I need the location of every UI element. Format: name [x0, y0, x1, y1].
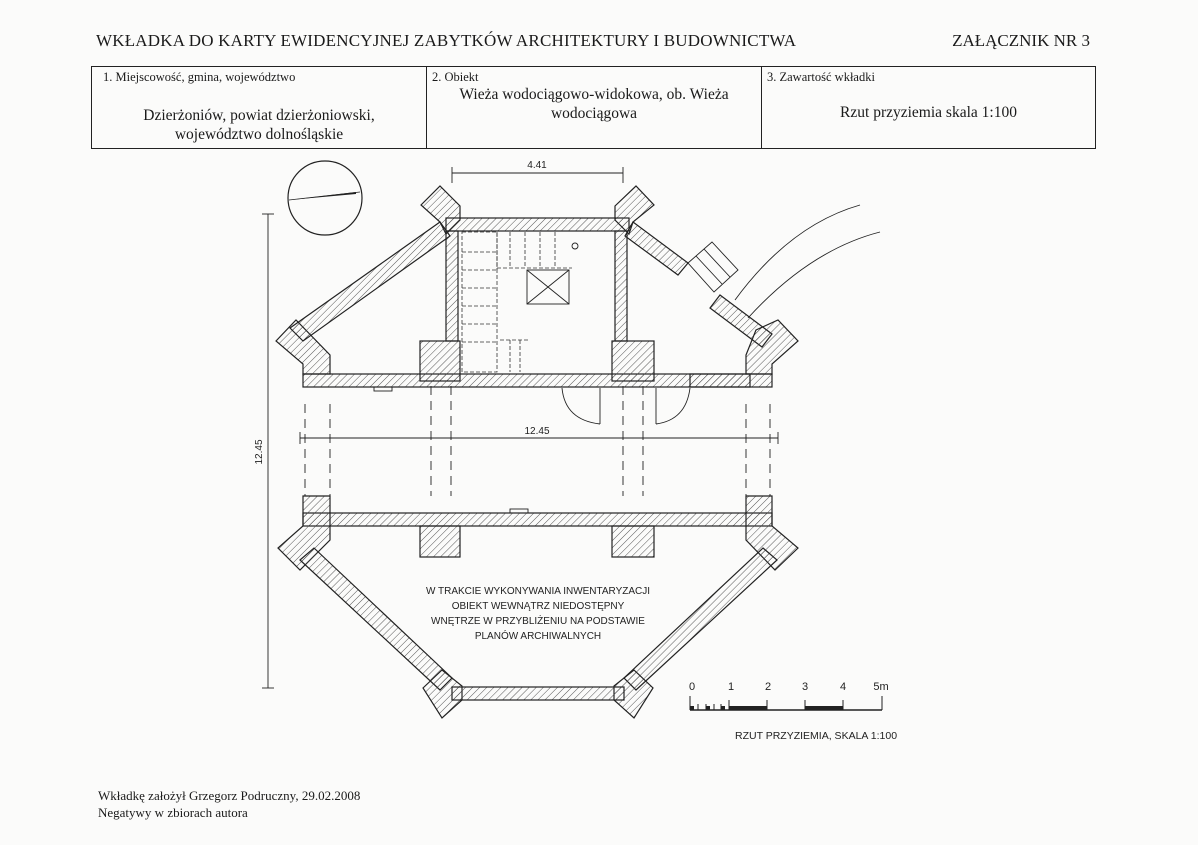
scale-tick-5: 5m [873, 681, 889, 693]
dimension-left [254, 214, 274, 688]
scale-tick-1: 1 [727, 681, 735, 693]
object-line1: Wieża wodociągowo-widokowa, ob. Wieża [459, 86, 729, 103]
footer-negatives: Negatywy w zbiorach autora [98, 805, 248, 820]
note-line1: W TRAKCIE WYKONYWANIA INWENTARYZACJI [425, 586, 651, 597]
dimension-middle [300, 426, 778, 444]
content-value: Rzut przyziemia skala 1:100 [840, 104, 1017, 121]
footer-author: Wkładkę założył Grzegorz Podruczny, 29.02.2008 [98, 788, 361, 803]
scale-bar [689, 681, 889, 710]
locality-line1: Dzierżoniów, powiat dzierżoniowski, [143, 107, 375, 124]
locality-label: 1. Miejscowość, gmina, województwo [103, 70, 296, 84]
content-label: 3. Zawartość wkładki [767, 70, 875, 84]
locality-line2: województwo dolnośląskie [174, 126, 344, 143]
dimension-middle-label: 12.45 [524, 426, 550, 437]
footer [98, 787, 360, 821]
staircase [462, 232, 572, 372]
object-line2: wodociągowa [550, 105, 638, 122]
note-line2: OBIEKT WEWNĄTRZ NIEDOSTĘPNY [451, 601, 625, 612]
scale-tick-3: 3 [801, 681, 809, 693]
scale-tick-2: 2 [764, 681, 772, 693]
dimension-top-label: 4.41 [527, 160, 547, 171]
survey-note [426, 586, 650, 642]
note-line3: WNĘTRZE W PRZYBLIŻENIU NA PODSTAWIE [431, 616, 645, 627]
object-label: 2. Obiekt [432, 70, 479, 84]
annex-number: ZAŁĄCZNIK NR 3 [952, 31, 1090, 50]
dimension-top [452, 160, 623, 183]
drawing-caption: RZUT PRZYZIEMIA, SKALA 1:100 [735, 730, 898, 742]
shaft-box [527, 243, 578, 304]
document-title: WKŁADKA DO KARTY EWIDENCYJNEJ ZABYTKÓW ARCHITEKTURY I BUDOWNICTWA [96, 31, 797, 50]
note-line4: PLANÓW ARCHIWALNYCH [474, 631, 602, 642]
section-break-lines [305, 386, 770, 496]
north-arrow-icon [288, 161, 362, 235]
dimension-left-label: 12.45 [254, 439, 265, 465]
scale-tick-4: 4 [839, 681, 847, 693]
scale-tick-0: 0 [688, 681, 696, 693]
